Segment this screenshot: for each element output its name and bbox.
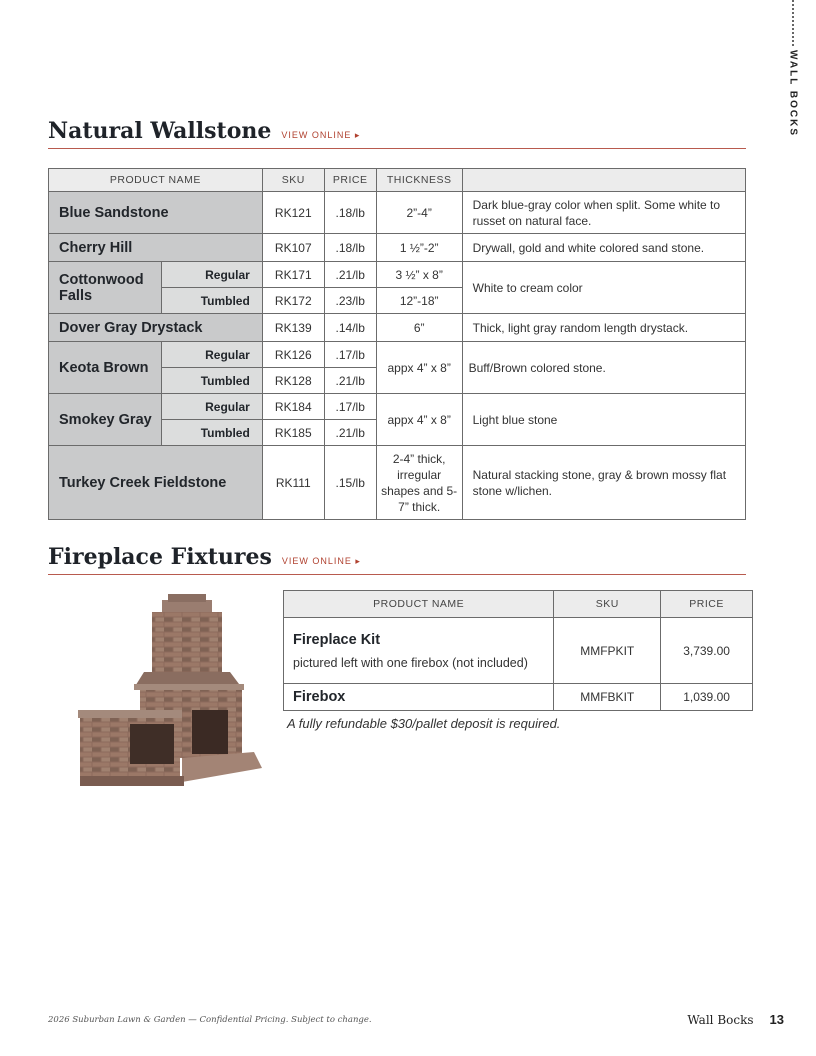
sku-cell: RK126 (262, 342, 324, 368)
wallstone-table (48, 168, 746, 520)
description-cell: Dark blue-gray color when split. Some white to russet on natural face. (462, 192, 745, 234)
fireplace-title: Fireplace Fixtures (48, 544, 272, 570)
description-cell: Natural stacking stone, gray & brown mossy flat stone w/lichen. (462, 446, 745, 520)
variant-label: Tumbled (161, 288, 262, 314)
page-number: 13 (769, 1012, 784, 1027)
description-cell: Light blue stone (462, 394, 745, 446)
product-name: Cottonwood Falls (49, 262, 162, 314)
footer-right (687, 1012, 784, 1027)
sku-cell: RK111 (262, 446, 324, 520)
fireplace-image (74, 592, 270, 792)
description-cell: Drywall, gold and white colored sand stone. (462, 234, 745, 262)
variant-label: Tumbled (161, 368, 262, 394)
sku-cell: RK184 (262, 394, 324, 420)
price-cell: .21/lb (324, 262, 376, 288)
footer-section-name: Wall Bocks (687, 1013, 754, 1027)
thickness-cell: 12”-18” (376, 288, 462, 314)
wallstone-view-online-link[interactable]: VIEW ONLINE ▸ (281, 130, 361, 140)
sku-cell: MMFPKIT (554, 618, 661, 684)
price-cell: .21/lb (324, 368, 376, 394)
price-cell: 1,039.00 (661, 684, 753, 711)
product-name: Cherry Hill (49, 234, 263, 262)
product-note: pictured left with one firebox (not included) (293, 655, 528, 670)
col-thickness: THICKNESS (376, 169, 462, 192)
table-row (49, 262, 746, 288)
sku-cell: RK185 (262, 420, 324, 446)
sku-cell: RK171 (262, 262, 324, 288)
price-cell: .17/lb (324, 394, 376, 420)
col-product-name: PRODUCT NAME (284, 591, 554, 618)
product-name: Blue Sandstone (49, 192, 263, 234)
price-cell: .21/lb (324, 420, 376, 446)
sku-cell: RK107 (262, 234, 324, 262)
product-name: Fireplace Kit (293, 631, 381, 648)
side-tab-dots (792, 0, 794, 46)
side-tab-label: WALL BOCKS (787, 50, 799, 138)
footer-disclaimer: 2026 Suburban Lawn & Garden — Confidential Pricing. Subject to change. (48, 1015, 372, 1025)
col-price: PRICE (661, 591, 753, 618)
table-row (49, 234, 746, 262)
thickness-cell: 3 ½” x 8” (376, 262, 462, 288)
thickness-cell: 6” (376, 314, 462, 342)
table-row (49, 192, 746, 234)
thickness-cell: 1 ½”-2” (376, 234, 462, 262)
fireplace-header (48, 544, 746, 575)
side-tab (786, 0, 800, 137)
thickness-cell: appx 4” x 8” (376, 342, 462, 394)
fireplace-table (283, 590, 753, 711)
variant-label: Tumbled (161, 420, 262, 446)
table-row (49, 342, 746, 368)
thickness-cell: appx 4” x 8” (376, 394, 462, 446)
wallstone-header (48, 118, 746, 149)
col-sku: SKU (554, 591, 661, 618)
product-name: Dover Gray Drystack (49, 314, 263, 342)
price-cell: .17/lb (324, 342, 376, 368)
sku-cell: RK139 (262, 314, 324, 342)
sku-cell: RK128 (262, 368, 324, 394)
description-cell: White to cream color (462, 262, 745, 314)
table-row (284, 618, 753, 684)
price-cell: .14/lb (324, 314, 376, 342)
table-row (49, 314, 746, 342)
col-price: PRICE (324, 169, 376, 192)
table-header-row (284, 591, 753, 618)
variant-label: Regular (161, 342, 262, 368)
col-sku: SKU (262, 169, 324, 192)
variant-label: Regular (161, 262, 262, 288)
price-cell: .18/lb (324, 192, 376, 234)
col-product-name: PRODUCT NAME (49, 169, 263, 192)
sku-cell: RK121 (262, 192, 324, 234)
product-cell (284, 618, 554, 684)
price-cell: .23/lb (324, 288, 376, 314)
sku-cell: RK172 (262, 288, 324, 314)
deposit-note: A fully refundable $30/pallet deposit is required. (287, 716, 561, 731)
variant-label: Regular (161, 394, 262, 420)
table-header-row (49, 169, 746, 192)
table-row (49, 394, 746, 420)
product-name: Firebox (284, 684, 554, 711)
price-cell: .15/lb (324, 446, 376, 520)
price-cell: .18/lb (324, 234, 376, 262)
fireplace-view-online-link[interactable]: VIEW ONLINE ▸ (281, 556, 361, 566)
sku-cell: MMFBKIT (554, 684, 661, 711)
table-row (49, 446, 746, 520)
thickness-cell: 2”-4” (376, 192, 462, 234)
description-cell: Buff/Brown colored stone. (462, 342, 745, 394)
description-cell: Thick, light gray random length drystack. (462, 314, 745, 342)
product-name: Smokey Gray (49, 394, 162, 446)
table-row (284, 684, 753, 711)
thickness-cell: 2-4” thick, irregular shapes and 5-7” thick. (376, 446, 462, 520)
price-cell: 3,739.00 (661, 618, 753, 684)
wallstone-title: Natural Wallstone (48, 118, 272, 144)
product-name: Turkey Creek Fieldstone (49, 446, 263, 520)
product-name: Keota Brown (49, 342, 162, 394)
col-description (462, 169, 745, 192)
